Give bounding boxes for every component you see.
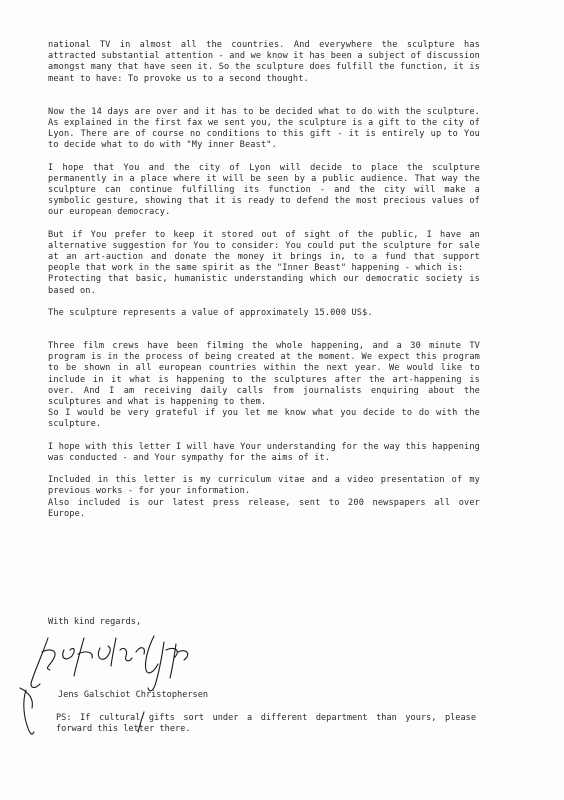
- paragraph-tv-attention: national TV in almost all the countries. And everywhere the sculpture has attracted substantial attention - and we know it has been a subject of discussion amongst many that have seen it. So the sculpture does fulfill the function, it is meant to have: To provoke us to a second thought.: [48, 40, 486, 84]
- paragraph-understanding: I hope with this letter I will have Your understanding for the way this happening was conducted - and Your sympathy for the aims of it.: [48, 441, 486, 463]
- paragraph-decision: Now the 14 days are over and it has to be decided what to do with the sculpture. As explained in the first fax we sent you, the sculpture is a gift to the city of Lyon. There are of course no conditions to this gift - it is entirely up to You to decide what to do with "My inner Beast".: [48, 106, 486, 151]
- signer-name: Jens Galschiot Christophersen: [58, 690, 209, 700]
- closing-line: With kind regards,: [48, 617, 142, 627]
- paragraph-auction-alternative: But if You prefer to keep it stored out of sight of the public, I have an alternative suggestion for You to consider: You could put the sculpture for sale at an art-auction and donate the money it brings in, to a fund that support people that work in the same spirit as the "Inner Beast" happening - which is: Protecting that basic, humanistic understanding which our democratic society is based on.: [48, 229, 480, 296]
- letter-body: [48, 40, 486, 520]
- paragraph-permanent-placement: I hope that You and the city of Lyon will decide to place the sculpture permanently in a place where it will be seen by a public audience. That way the sculpture can continue fulfilling its function - and the city will make a symbolic gesture, showing that it is ready to defend the most precious values of our european democracy.: [48, 162, 486, 218]
- paragraph-film-crews: Three film crews have been filming the whole happening, and a 30 minute TV program is in the process of being created at the moment. We expect this program to be shown in all european countries within the next year. We would like to include in it what is happening to the sculptures after the art-happening is over. And I am receiving daily calls from journalists enquiring about the sculptures and what is happening to them. So I would be very grateful if you let me know what you decide to do with the sculpture.: [48, 341, 480, 430]
- postscript: PS: If cultural gifts sort under a different department than yours, please forward this letter there.: [56, 713, 482, 735]
- paragraph-enclosures: Included in this letter is my curriculum vitae and a video presentation of my previous works - for your information. Also included is our latest press release, sent to 200 newspapers all over Europe.: [48, 475, 480, 519]
- paragraph-value: The sculpture represents a value of approximately 15.000 US$.: [48, 307, 373, 318]
